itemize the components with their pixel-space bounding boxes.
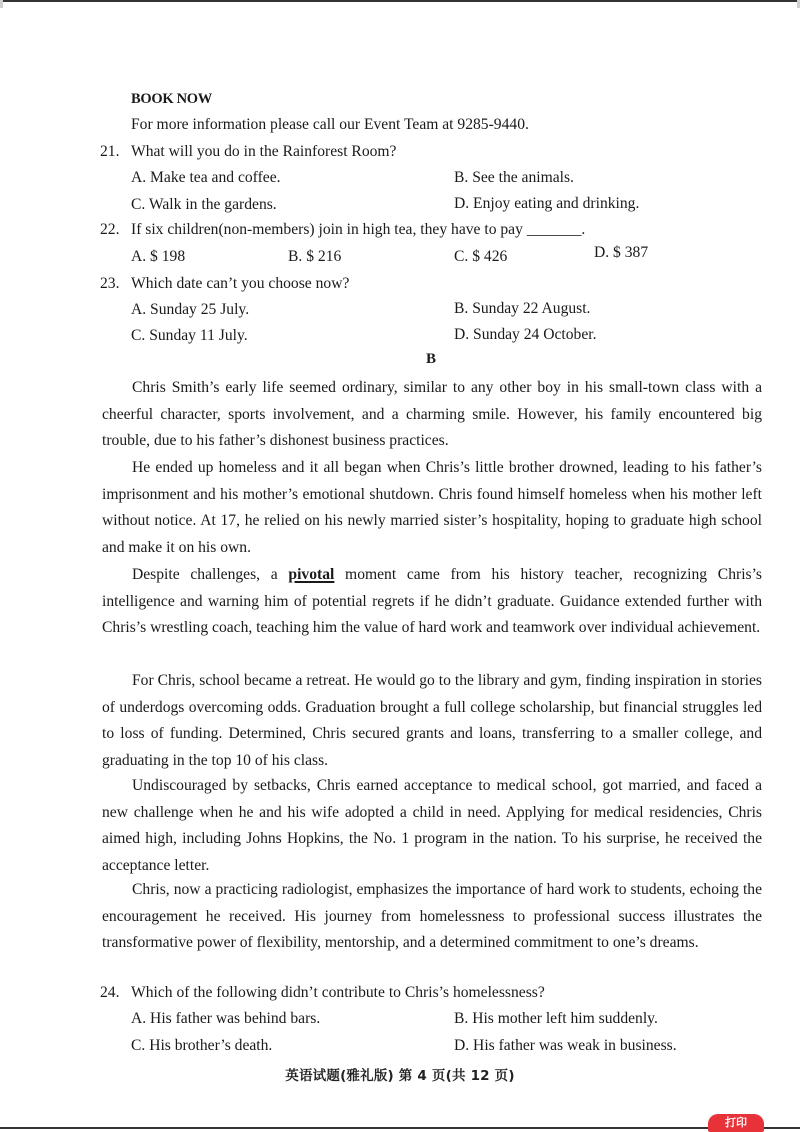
question-23-option-b: B. Sunday 22 August.	[454, 300, 591, 317]
question-22-option-d: D. $ 387	[594, 244, 649, 261]
question-23-option-d: D. Sunday 24 October.	[454, 326, 597, 343]
question-24-number: 24.	[100, 984, 120, 1001]
question-23-number: 23.	[100, 275, 120, 292]
question-22-option-c: C. $ 426	[454, 248, 508, 265]
page-footer: 英语试题(雅礼版) 第 4 页(共 12 页)	[285, 1068, 515, 1084]
question-21-option-d: D. Enjoy eating and drinking.	[454, 195, 640, 212]
question-22-prompt: If six children(non-members) join in high tea, they have to pay	[131, 221, 523, 238]
question-22-prompt-line	[131, 220, 585, 240]
question-24-option-b: B. His mother left him suddenly.	[454, 1010, 658, 1027]
question-23-option-c: C. Sunday 11 July.	[131, 327, 248, 344]
paragraph-3-after: moment came from his history teacher, recognizing Chris’s intelligence and warning him of potential regrets if he didn’t graduate. Guidance extended further with Chris’s wrestling coach, teaching him the value of hard work and teamwork over individual achievement.	[102, 566, 762, 637]
question-24-prompt: Which of the following didn’t contribute to Chris’s homelessness?	[131, 984, 545, 1001]
section-b-heading: B	[426, 351, 437, 367]
question-22-option-b: B. $ 216	[288, 248, 342, 265]
question-24-option-a: A. His father was behind bars.	[131, 1010, 321, 1027]
question-22-end: .	[581, 221, 586, 238]
question-23-option-a: A. Sunday 25 July.	[131, 301, 250, 318]
passage-paragraph-4: For Chris, school became a retreat. He would go to the library and gym, finding inspiration in stories of underdogs overcoming odds. Graduation brought a full college scholarship, but financial struggles led to loss of funding. Determined, Chris secured grants and loans, transferring to a smaller college, and graduating in the top 10 of his class.	[102, 672, 762, 769]
question-21-option-a: A. Make tea and coffee.	[131, 169, 281, 186]
passage-paragraph-2: He ended up homeless and it all began when Chris’s little brother drowned, leading to his father’s imprisonment and his mother’s emotional shutdown. Chris found himself homeless when his mother left without notice. At 17, he relied on his newly married sister’s hospitality, hoping to graduate high school and make it on his own.	[102, 459, 762, 556]
question-21-number: 21.	[100, 143, 120, 160]
question-21-prompt: What will you do in the Rainforest Room?	[131, 143, 397, 160]
book-now-heading: BOOK NOW	[131, 91, 212, 107]
question-23-prompt: Which date can’t you choose now?	[131, 275, 350, 292]
question-22-option-a: A. $ 198	[131, 248, 186, 265]
pivotal-underlined-word: pivotal	[288, 566, 335, 583]
print-stamp-badge[interactable]: 打印	[708, 1114, 764, 1132]
passage-paragraph-3	[102, 562, 762, 642]
passage-paragraph-6: Chris, now a practicing radiologist, emphasizes the importance of hard work to students, echoing the encouragement he received. His journey from homelessness to professional success illustrates the transformative power of flexibility, mentorship, and a determined commitment to one’s dreams.	[102, 881, 762, 952]
question-22-number: 22.	[100, 221, 120, 238]
top-border-rule	[3, 0, 797, 2]
question-21-option-c: C. Walk in the gardens.	[131, 196, 277, 213]
question-24-option-d: D. His father was weak in business.	[454, 1037, 677, 1054]
event-team-info: For more information please call our Event Team at 9285-9440.	[131, 116, 529, 133]
question-24-option-c: C. His brother’s death.	[131, 1037, 273, 1054]
paragraph-3-before: Despite challenges, a	[132, 566, 289, 583]
bottom-border-rule	[0, 1127, 800, 1129]
left-edge-mark	[0, 0, 3, 8]
passage-paragraph-1: Chris Smith’s early life seemed ordinary, similar to any other boy in his small-town class with a cheerful character, sports involvement, and a charming smile. However, his family encountered big trouble, due to his father’s dishonest business practices.	[102, 379, 762, 450]
question-22-blank: _______	[526, 221, 582, 238]
passage-paragraph-5: Undiscouraged by setbacks, Chris earned acceptance to medical school, got married, and faced a new challenge when he and his wife adopted a child in need. Applying for medical residencies, Chris aimed high, including Johns Hopkins, the No. 1 program in the nation. To his surprise, he received the acceptance letter.	[102, 777, 762, 874]
question-21-option-b: B. See the animals.	[454, 169, 574, 186]
